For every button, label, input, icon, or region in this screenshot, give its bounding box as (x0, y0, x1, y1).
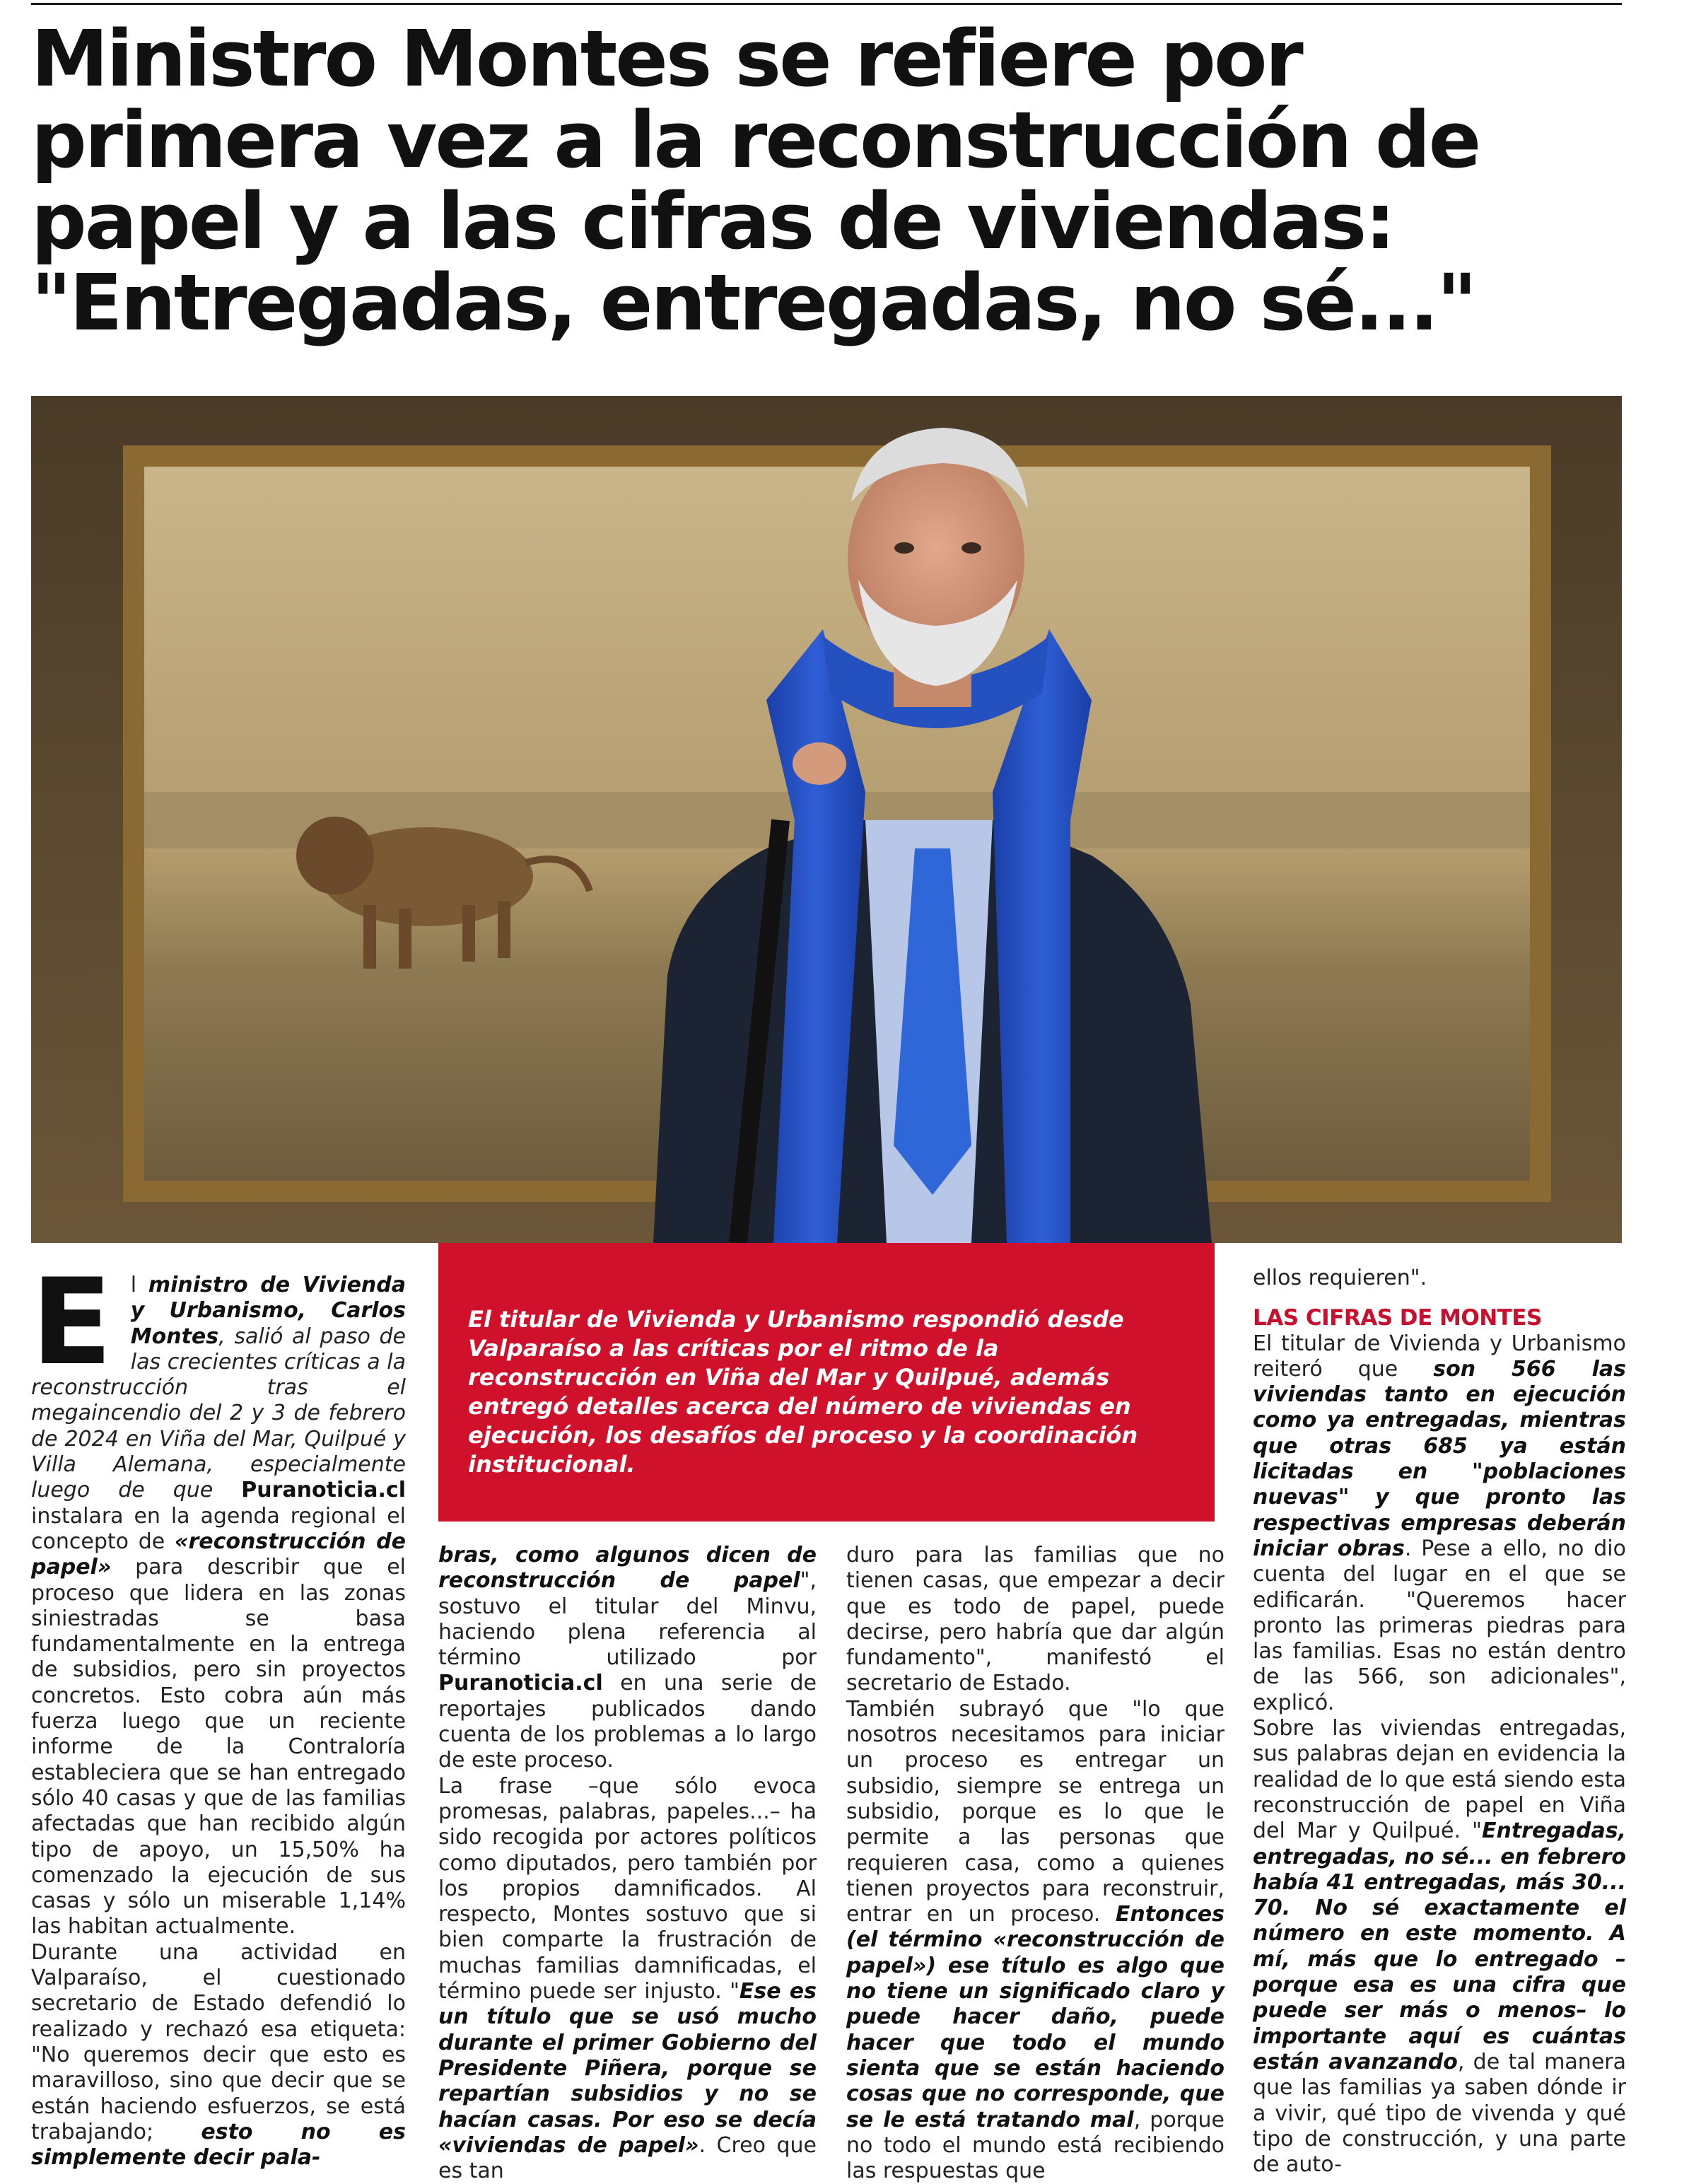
article-paragraph: bras, como algunos dicen de reconstrucción de papel", sostuvo el titular del Minvu, haciendo plena referencia al término utilizado por Puranoticia.cl en una serie de reportajes publicados dando cuenta de los problemas a lo largo de este proceso. (438, 1543, 817, 1773)
top-rule (31, 3, 1622, 5)
article-paragraph: Durante una actividad en Valparaíso, el cuestionado secretario de Estado defendió lo realizado y rechazó esa etiqueta: "No queremos decir que esto es maravilloso, sino que decir que se están haciendo esfuerzos, se está trabajando; esto no es simplemente decir pala- (31, 1939, 407, 2171)
article-paragraph: También subrayó que "lo que nosotros necesitamos para iniciar un proceso es entregar un subsidio, siempre se entrega un subsidio, porque es lo que le permite a las personas que requieren casa, como a quienes tienen proyectos para reconstruir, entrar en un proceso. Entonces (el término «reconstrucción de papel») ese título es algo que no tiene un significado claro y puede hacer daño, puede hacer que todo el mundo sienta que se están haciendo cosas que no corresponde, que se le está tratando mal, porque no todo el mundo está recibiendo las respuestas que (846, 1696, 1224, 2184)
article-paragraph: Sobre las viviendas entregadas, sus palabras dejan en evidencia la realidad de lo que está siendo esta reconstrucción de papel en Viña del Mar y Quilpué. "Entregadas, entregadas, no sé... en febrero había 41 entregadas, más 30... 70. No sé exactamente el número en este momento. A mí, más que lo entregado –porque esa es una cifra que puede ser más o menos– lo importante aquí es cuántas están avanzando, de tal manera que las familias ya saben dónde ir a vivir, qué tipo de vivenda y qué tipo de construcción, y una parte de auto- (1253, 1716, 1626, 2178)
section-subhead: LAS CIFRAS DE MONTES (1253, 1305, 1542, 1331)
headline: Ministro Montes se refiere por primera vez a la reconstrucción de papel y a las cifras de viviendas: "Entregadas, entregadas, no sé..." (31, 13, 1480, 348)
article-paragraph: ellos requieren". (1253, 1266, 1427, 1290)
news-photo (31, 396, 1622, 1243)
article-column-4 (1253, 1266, 1626, 2178)
article-column-1 (31, 1253, 407, 2171)
article-paragraph: El titular de Vivienda y Urbanismo reiteró que son 566 las viviendas tanto en ejecución como ya entregadas, mientras que otras 685 ya están licitadas en "poblaciones nuevas" y que pronto las respectivas empresas deberán iniciar obras. Pese a ello, no dio cuenta del lugar en el que se edificarán. "Queremos hacer pronto las primeras piedras para las familias. Esas no están dentro de las 566, son adicionales", explicó. (1253, 1331, 1626, 1715)
lead-box (438, 1243, 1215, 1522)
minister-portrait-illustration (31, 396, 1622, 1243)
drop-cap: E (31, 1253, 112, 1391)
lead-text: El titular de Vivienda y Urbanismo respondió desde Valparaíso a las críticas por el ritmo de la reconstrucción en Viña del Mar y Quilpué, además entregó detalles acerca del número de viviendas en ejecución, los desafíos del proceso y la coordinación institucional. (468, 1306, 1138, 1478)
article-column-2 (438, 1543, 817, 2184)
article-column-3 (846, 1543, 1224, 2184)
article-paragraph: La frase –que sólo evoca promesas, palabras, papeles...– ha sido recogida por actores políticos como diputados, pero también por los propios damnificados. Al respecto, Montes sostuvo que si bien comparte la frustración de muchas familias damnificadas, el término puede ser injusto. "Ese es un título que se usó mucho durante el primer Gobierno del Presidente Piñera, porque se repartían subsidios y no se hacían casas. Por eso se decía «viviendas de papel». Creo que es tan (438, 1773, 817, 2184)
article-paragraph: l ministro de Vivienda y Urbanismo, Carlos Montes, salió al paso de las crecientes críticas a la reconstrucción tras el megaincendio del 2 y 3 de febrero de 2024 en Viña del Mar, Quilpué y Villa Alemana, especialmente luego de que Puranoticia.cl instalara en la agenda regional el concepto de «reconstrucción de papel» para describir que el proceso que lidera en las zonas siniestradas se basa fundamentalmente en la entrega de subsidios, pero sin proyectos concretos. Esto cobra aún más fuerza luego que un reciente informe de la Contraloría estableciera que se han entregado sólo 40 casas y que de las familias afectadas que han recibido algún tipo de apoyo, un 15,50% ha comenzado la ejecución de sus casas y sólo un miserable 1,14% las habitan actualmente. (31, 1273, 407, 1939)
article-paragraph: duro para las familias que no tienen casas, que empezar a decir que es todo de papel, puede decirse, pero habría que dar algún fundamento", manifestó el secretario de Estado. (846, 1543, 1224, 1696)
